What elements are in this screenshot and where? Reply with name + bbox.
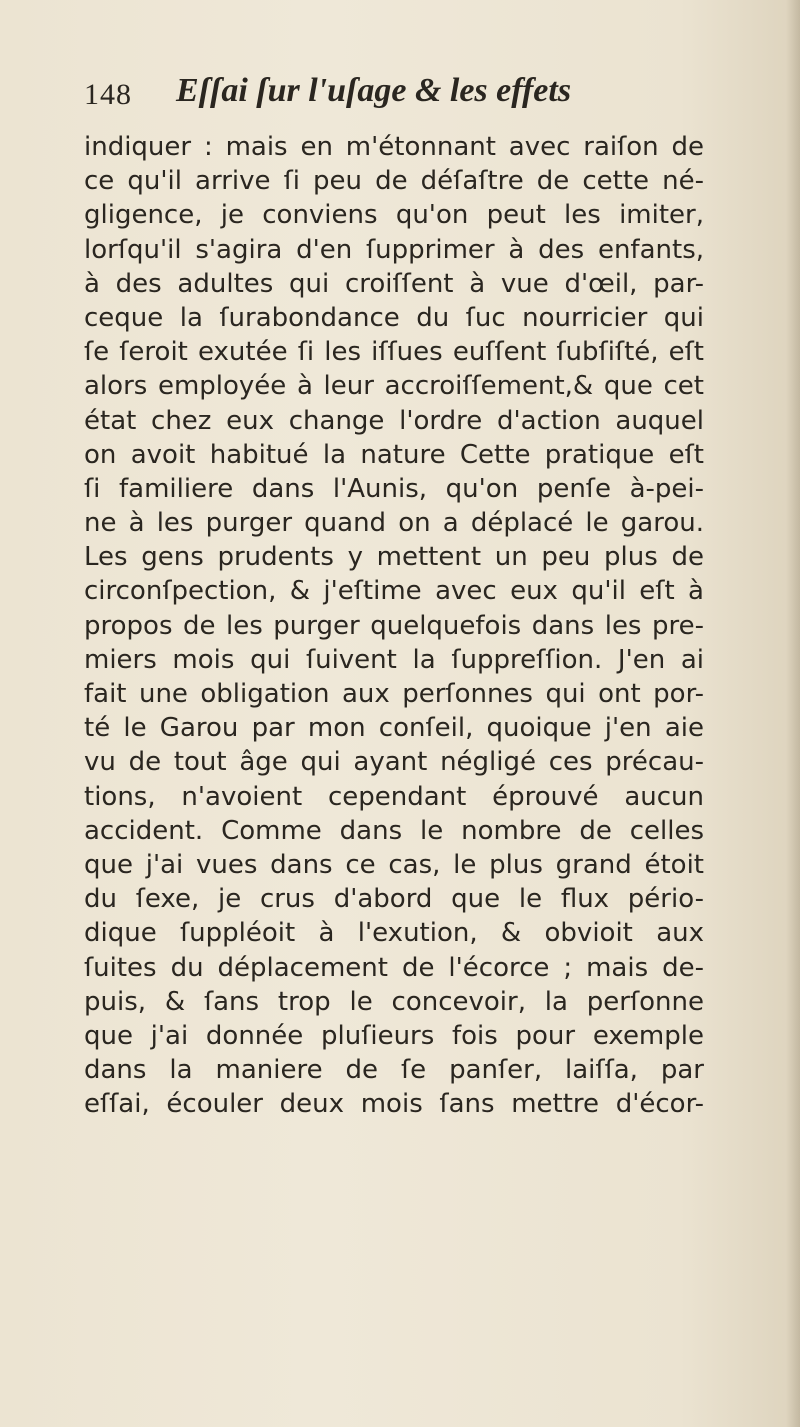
text-line: vu de tout âge qui ayant négligé ces précau-	[84, 747, 704, 778]
text-line: tions, n'avoient cependant éprouvé aucun	[84, 781, 704, 812]
text-line: gligence, je conviens qu'on peut les imiter,	[84, 200, 704, 231]
text-line: que j'ai donnée pluſieurs fois pour exemple	[84, 1020, 704, 1051]
text-line: ne à les purger quand on a déplacé le garou.	[84, 508, 704, 539]
text-line: lorſqu'il s'agira d'en ſupprimer à des enfants,	[84, 234, 704, 265]
running-title: Eſſai ſur l'uſage & les effets	[176, 72, 572, 109]
text-line: Les gens prudents y mettent un peu plus de	[84, 542, 704, 573]
text-line: ce qu'il arrive ſi peu de déſaſtre de cette né-	[84, 166, 704, 197]
text-line: miers mois qui ſuivent la ſuppreſſion. J'en ai	[84, 644, 704, 675]
text-line: indiquer : mais en m'étonnant avec raiſon de	[84, 132, 704, 162]
text-line: ſuites du déplacement de l'écorce ; mais de-	[84, 952, 704, 983]
text-line: à des adultes qui croiſſent à vue d'œil, par-	[84, 268, 704, 299]
page-edge-shadow	[786, 0, 800, 1427]
text-line: que j'ai vues dans ce cas, le plus grand étoit	[84, 849, 704, 880]
text-line: alors employée à leur accroiſſement,& que cet	[84, 371, 704, 402]
text-line: ſi familiere dans l'Aunis, qu'on penſe à-pei-	[84, 473, 704, 504]
text-line: accident. Comme dans le nombre de celles	[84, 815, 704, 846]
text-line: état chez eux change l'ordre d'action auquel	[84, 405, 704, 436]
text-line: ceque la ſurabondance du ſuc nourricier qui	[84, 302, 704, 333]
page-header	[84, 72, 644, 120]
text-line: puis, & ſans trop le concevoir, la perſonne	[84, 986, 704, 1017]
text-line: fait une obligation aux perſonnes qui ont por-	[84, 679, 704, 709]
text-line: dans la maniere de ſe panſer, laiſſa, par	[84, 1055, 704, 1086]
text-line: circonſpection, & j'eſtime avec eux qu'il eſt à	[84, 576, 704, 607]
text-line: té le Garou par mon conſeil, quoique j'en aie	[84, 713, 704, 744]
text-line: ſe ſeroit exutée ſi les iſſues euſſent ſubſiſté, eſt	[84, 337, 704, 368]
page-number: 148	[84, 78, 132, 111]
text-line: dique ſuppléoit à l'exution, & obvioit aux	[84, 918, 704, 949]
text-line: du ſexe, je crus d'abord que le flux pério-	[84, 884, 704, 915]
text-line: eſſai, écouler deux mois ſans mettre d'écor-	[84, 1089, 704, 1120]
text-line: on avoit habitué la nature Cette pratique eſt	[84, 439, 704, 470]
body-text	[84, 130, 704, 1121]
text-line: propos de les purger quelquefois dans les pre-	[84, 610, 704, 641]
